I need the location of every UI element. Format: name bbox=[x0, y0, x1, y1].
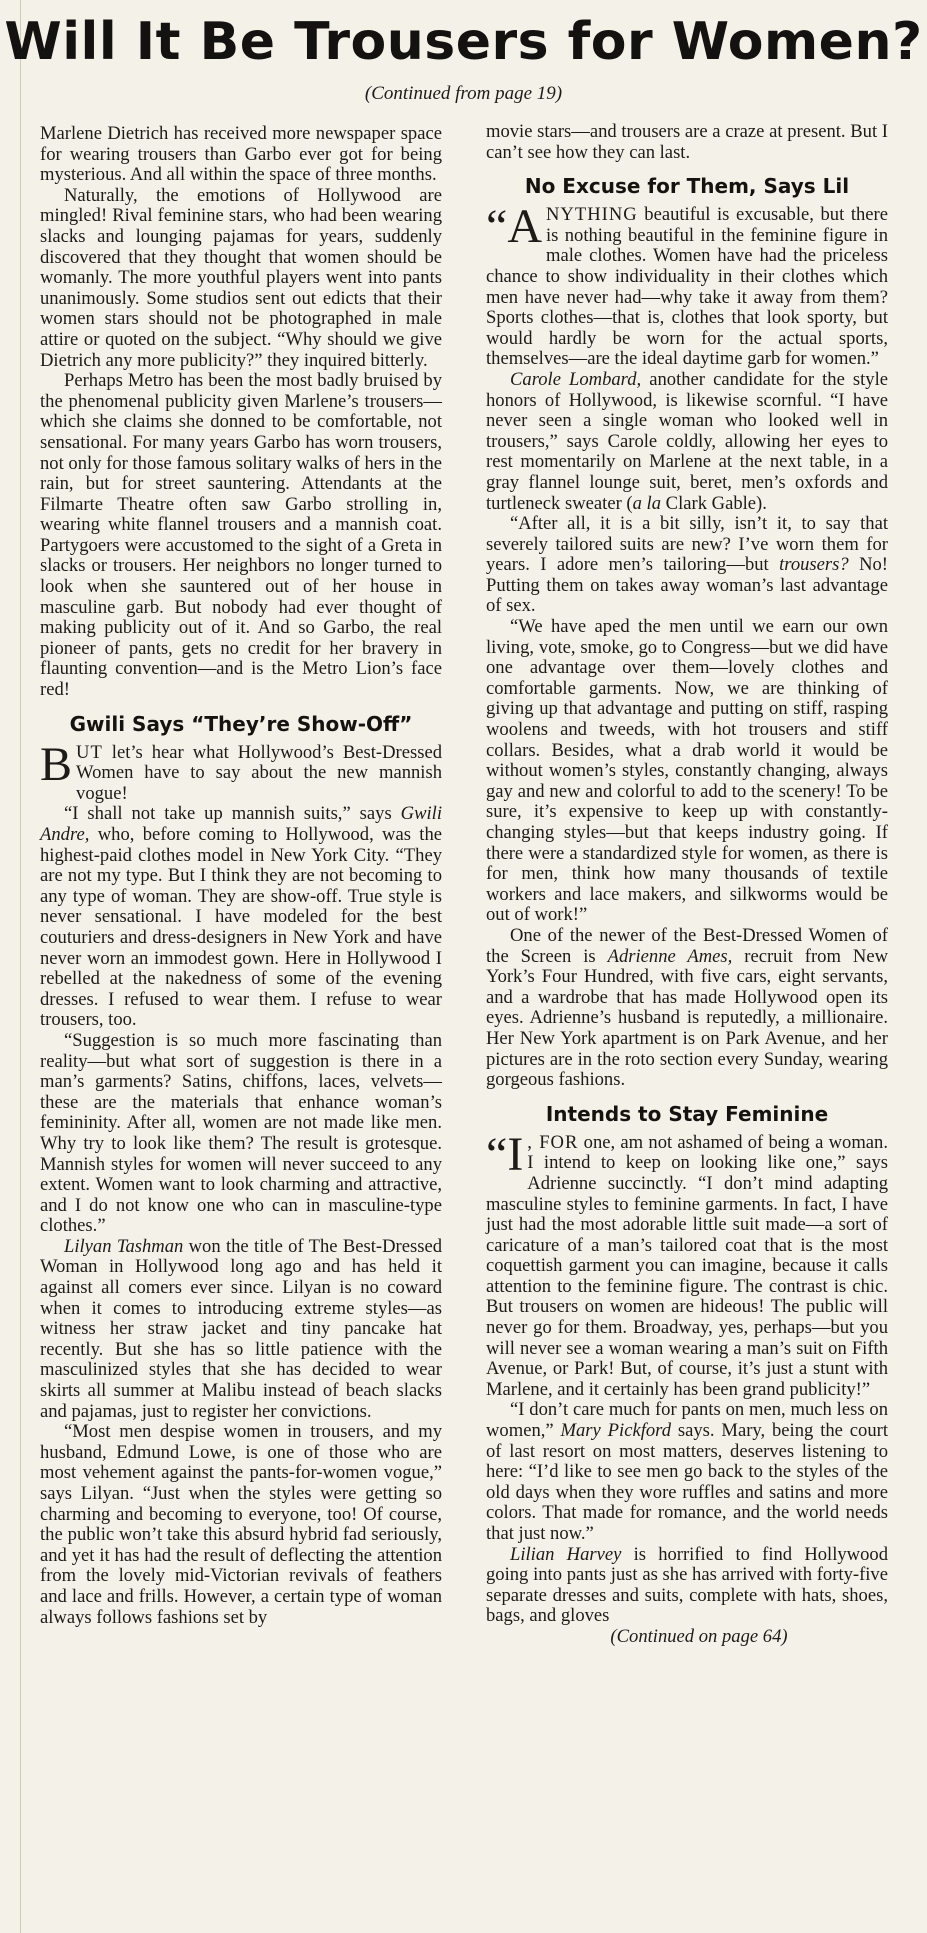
person-name: Gwili Andre, bbox=[40, 803, 442, 845]
small-caps-lead: , FOR bbox=[527, 1131, 579, 1153]
text-run: No! Putting them on takes away woman’s last advantage of sex. bbox=[486, 554, 888, 617]
paragraph bbox=[40, 1237, 442, 1422]
section-heading: Gwili Says “They’re Show-Off” bbox=[69, 711, 413, 736]
paragraph: Perhaps Metro has been the most badly bruised by the phenomenal publicity given Marlene’s trousers—which she claims she donned to be comfortable, not sensational. For many years Garbo has worn trousers, not only for those famous solitary walks of hers in the rain, but for street sauntering. Attendants at the Filmarte Theatre often saw Garbo strolling in, wearing white flannel trousers and a mannish coat. Partygoers were accustomed to the sight of a Greta in slacks or trousers. Her neighbors no longer turned to look when she sauntered out of her house in masculine garb. But nobody had ever thought of making publicity out of it. And so Garbo, the real pioneer of pants, gets no credit for her bravery in flaunting convention—and is the Metro Lion’s face red! bbox=[40, 370, 442, 701]
drop-cap: B bbox=[40, 737, 73, 791]
paragraph: “Most men despise women in trousers, and my husband, Edmund Lowe, is one of those who are most vehement against the pants-for-women vogue,” says Lilyan. “Just when the styles were getting so charming and becoming to everyone, too! Of course, the public won’t take this absurd hybrid fad seriously, and yet it has had the result of deflecting the attention from the lovely mid-Victorian revivals of feathers and lace and frills. However, a certain type of woman always follows fashions set by bbox=[40, 1421, 442, 1628]
paragraph: “Suggestion is so much more fascinating than reality—but what sort of suggestion is there in a man’s garments? Satins, chiffons, laces, velvets—these are the materials that enhance woman’s femininity. After all, women are not made like men. Why try to look like them? The result is grotesque. Mannish styles for women will never succeed to any extent. Women want to look charming and attractive, and I do not know one who can in masculine-type clothes.” bbox=[40, 1029, 442, 1237]
text-run: let’s hear what Hollywood’s Best-Dressed Women have to say about the new mannish vogue! bbox=[76, 741, 442, 804]
section-heading: Intends to Stay Feminine bbox=[545, 1101, 829, 1126]
page-edge-line bbox=[20, 0, 21, 1933]
paragraph bbox=[40, 804, 442, 1031]
small-caps-lead: UT bbox=[76, 741, 103, 763]
continued-on-note: (Continued on page 64) bbox=[610, 1625, 788, 1647]
paragraph bbox=[486, 200, 888, 370]
left-column bbox=[40, 124, 442, 1628]
article-title: Will It Be Trousers for Women? bbox=[4, 12, 923, 72]
continued-from-note: (Continued from page 19) bbox=[364, 83, 563, 104]
paragraph: Naturally, the emotions of Hollywood are mingled! Rival feminine stars, who had been wearing slacks and lounging pajamas for years, suddenly discovered that they thought that women should be womanly. The more youthful players went into pants unanimously. Some studios sent out edicts that their women stars should not be photographed in male attire or quoted on the subject. “Why should we give Dietrich any more publicity?” they inquired bitterly. bbox=[40, 184, 442, 371]
right-column bbox=[486, 122, 888, 1648]
paragraph: “We have aped the men until we earn our own living, vote, smoke, go to Congress—but we did have one advantage over them—lovely clothes and comfortable garments. Now, we are thinking of giving up that advantage and putting on stiff, rasping woolens and tweeds, with hot trousers and stiff collars. Besides, what a drab world it would be without women’s styles, constantly changing, always gay and new and colorful to add to the scenery! To be sure, it’s expensive to keep up with constantly-changing styles—but that keeps industry going. If there were a standardized style for women, as there is for men, think how many thousands of textile workers and lace makers, and silkworms would be out of work!” bbox=[486, 616, 888, 926]
text-run: is horrified to find Hollywood going into pants just as she has arrived with forty-five separate dresses and suits, complete with hats, shoes, bags, and gloves bbox=[486, 1543, 888, 1627]
person-name: Adrienne Ames, bbox=[607, 945, 733, 967]
open-quote: “ bbox=[486, 200, 508, 254]
open-quote: “ bbox=[486, 1127, 508, 1181]
person-name: Carole Lombard, bbox=[510, 368, 642, 390]
drop-cap bbox=[486, 1127, 524, 1181]
paragraph bbox=[40, 737, 442, 805]
text-run: another candidate for the style honors of Hollywood, is likewise scornful. “I have never seen a single woman who looked well in trousers,” says Carole coldly, allowing her eyes to rest momentarily on Marlene at the next table, in a gray flannel lounge suit, beret, men’s oxfords and turtleneck sweater ( bbox=[486, 368, 889, 514]
text-italic: a la bbox=[632, 492, 662, 514]
text-run: won the title of The Best-Dressed Woman in Hollywood long ago and has held it against all comers ever since. Lilyan is no coward when it comes to introducing extreme styles—as witness her straw jacket and tiny pancake hat recently. But she has so little patience with the masculinized styles that she has decided to wear skirts all summer at Malibu instead of beach slacks and pajamas, just to register her convictions. bbox=[40, 1235, 442, 1422]
paragraph bbox=[486, 370, 888, 514]
drop-cap-letter: A bbox=[507, 200, 542, 254]
text-run: who, before coming to Hollywood, was the highest-paid clothes model in New York City. “They are not my type. But I think they are not becoming to any type of woman. They are show-off. True style is never sensational. I have modeled for the best couturiers and dress-designers in New York and have never worn an immodest gown. Here in Hollywood I rebelled at the nakedness of some of the evening dresses. I refused to wear them. I refuse to wear trousers, too. bbox=[40, 824, 442, 1031]
text-run: One of the newer of the Best-Dressed Women of the Screen is bbox=[486, 924, 888, 967]
text-run: beautiful is excusable, but there is nothing beautiful in the feminine figure in male clothes. Women have had the priceless chance to show individuality in their clothes which men have never had—why take it away from them? Sports clothes—that is, clothes that look sporty, but would hardly be worn for the actual sports, themselves—are the ideal daytime garb for women.” bbox=[486, 204, 888, 370]
person-name: Lilian Harvey bbox=[510, 1543, 622, 1565]
paragraph: Marlene Dietrich has received more newspaper space for wearing trousers than Garbo ever got for being mysterious. And all within the space of three months. bbox=[40, 123, 442, 186]
person-name: Mary Pickford bbox=[560, 1420, 671, 1442]
paragraph: movie stars—and trousers are a craze at present. But I can’t see how they can last. bbox=[486, 121, 888, 163]
paragraph bbox=[486, 926, 888, 1091]
person-name: Lilyan Tashman bbox=[64, 1235, 184, 1257]
paragraph bbox=[486, 514, 888, 617]
text-italic: trousers? bbox=[779, 554, 849, 576]
paragraph bbox=[486, 1545, 888, 1627]
text-run: Clark Gable). bbox=[661, 492, 767, 514]
text-run: says. Mary, being the court of last resort on most matters, deserves listening to here: “I’d like to see men go back to the styles of the old days when they wore ruffles and satins and more colors. That made for romance, and the world needs that just now.” bbox=[486, 1420, 888, 1544]
paragraph bbox=[486, 1127, 888, 1401]
text-run: recruit from New York’s Four Hundred, with five cars, eight servants, and a wardrobe that has made Hollywood open its eyes. Adrienne’s husband is reputedly, a millionaire. Her New York apartment is on Park Avenue, and her pictures are in the roto section every Sunday, wearing gorgeous fashions. bbox=[486, 945, 888, 1091]
section-heading: No Excuse for Them, Says Lil bbox=[524, 174, 850, 199]
text-run: “I shall not take up mannish suits,” says bbox=[64, 803, 401, 825]
text-run: one, am not ashamed of being a woman. I intend to keep on looking like one,” says Adrienne succinctly. “I don’t mind adapting masculine styles to feminine garments. In fact, I have just had the most adorable little suit made—a sort of caricature of a man’s tailored coat that is the most coquettish garment you can imagine, because it calls attention to the feminine figure. The contrast is chic. But trousers on women are hideous! The public will never go for them. Broadway, yes, perhaps—but you will never see a woman wearing a man’s suit on Fifth Avenue, or Park! But, of course, it’s just a stunt with Marlene, and it certainly has been grand publicity!” bbox=[486, 1131, 888, 1400]
paragraph bbox=[486, 1400, 888, 1544]
text-run: “I don’t care much for pants on men, much less on women,” bbox=[486, 1399, 888, 1442]
drop-cap-letter: I bbox=[507, 1127, 524, 1181]
drop-cap bbox=[486, 200, 542, 254]
small-caps-lead: NYTHING bbox=[545, 204, 638, 226]
text-run: “After all, it is a bit silly, isn’t it, to say that severely tailored suits are new? I’ve worn them for years. I adore men’s tailoring—but bbox=[486, 513, 888, 576]
